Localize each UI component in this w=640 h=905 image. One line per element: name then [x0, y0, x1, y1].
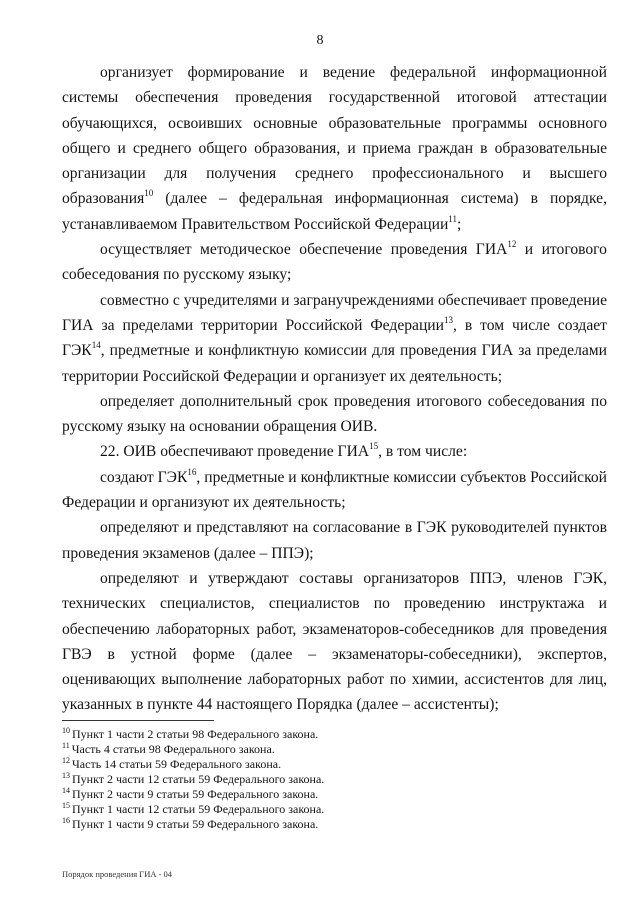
paragraph	[62, 60, 607, 237]
paragraph-text: определяют и утверждают составы организаторов ППЭ, членов ГЭК, технических специалистов, специалистов по проведению инструктажа и обеспечению лабораторных работ, экзаменаторов-собеседников для проведения ГВЭ в устной форме (далее – экзаменаторы-собеседники), экспертов, оценивающих выполнение лабораторных работ по химии, ассистентов для лиц, указанных в пункте 44 настоящего Порядка (далее – ассистенты);	[62, 569, 607, 714]
page-footer: Порядок проведения ГИА - 04	[62, 869, 173, 879]
footnote	[62, 727, 607, 742]
document-body	[62, 60, 607, 718]
footnote-text: Пункт 2 части 12 статьи 59 Федерального закона.	[72, 772, 325, 786]
paragraph-text: определяет дополнительный срок проведения итогового собеседования по русскому языку на основании обращения ОИВ.	[62, 392, 607, 436]
footnote-ref: 12	[507, 239, 517, 250]
footnote-ref: 15	[369, 441, 379, 452]
footnote-number: 15	[62, 801, 70, 810]
paragraph-text: , в том числе создает ГЭК	[62, 316, 607, 360]
paragraph-text: совместно с учредителями и загранучреждениями обеспечивает проведение ГИА за пределами территории Российской Федерации	[62, 291, 607, 334]
footnote-ref: 16	[187, 466, 197, 477]
footnote	[62, 742, 607, 757]
paragraph	[62, 465, 607, 516]
footnote-text: Часть 4 статьи 98 Федерального закона.	[71, 742, 275, 756]
paragraph	[62, 439, 607, 464]
footnote	[62, 787, 607, 802]
footnote-ref: 10	[144, 188, 154, 199]
paragraph	[62, 566, 607, 718]
footnotes	[62, 727, 607, 832]
paragraph	[62, 237, 607, 288]
footnote	[62, 772, 607, 787]
footnote-text: Пункт 2 части 9 статьи 59 Федерального закона.	[72, 787, 319, 801]
paragraph-text: (далее – федеральная информационная система) в порядке, устанавливаемом Правительством Российской Федерации	[62, 190, 607, 233]
footnote	[62, 817, 607, 832]
paragraph-text: и итогового собеседования по русскому языку;	[62, 241, 607, 284]
footnote	[62, 802, 607, 817]
footnote-ref: 14	[91, 340, 101, 351]
paragraph-text: , в том числе:	[378, 443, 468, 461]
footnote-text: Часть 14 статьи 59 Федерального закона.	[72, 757, 282, 771]
paragraph-text: осуществляет методическое обеспечение проведения ГИА	[100, 241, 508, 259]
footnote	[62, 757, 607, 772]
paragraph-text: , предметные и конфликтную комиссии для проведения ГИА за пределами территории Российской Федерации и организует их деятельность;	[62, 342, 607, 385]
footnote-text: Пункт 1 части 2 статьи 98 Федерального закона.	[72, 727, 319, 741]
footnote-number: 13	[62, 771, 70, 780]
paragraph-text: , предметные и конфликтные комиссии субъектов Российской Федерации и организуют их деятельность;	[62, 468, 607, 512]
paragraph	[62, 288, 607, 389]
paragraph-text: ;	[456, 215, 462, 233]
footnote-number: 11	[62, 741, 70, 750]
page-number: 8	[316, 33, 324, 48]
paragraph-text: организует формирование и ведение федеральной информационной системы обеспечения проведения государственной итоговой аттестации обучающихся, освоивших основные образовательные программы основного общего и среднего общего образования, и приема граждан в образовательные организации для получения среднего профессионального и высшего образования	[62, 64, 607, 208]
footnote-separator	[62, 720, 214, 721]
footnote-text: Пункт 1 части 12 статьи 59 Федерального закона.	[72, 802, 325, 816]
paragraph	[62, 515, 607, 566]
paragraph-text: создают ГЭК	[100, 468, 188, 486]
footnote-ref: 13	[444, 314, 453, 325]
footnote-ref: 11	[448, 213, 457, 224]
footnote-number: 12	[62, 756, 70, 765]
footnote-text: Пункт 1 части 9 статьи 59 Федерального закона.	[72, 817, 319, 831]
paragraph-text: определяют и представляют на согласование в ГЭК руководителей пунктов проведения экзаменов (далее – ППЭ);	[62, 519, 607, 562]
paragraph-text: 22. ОИВ обеспечивают проведение ГИА	[100, 443, 370, 461]
paragraph	[62, 389, 607, 440]
footnote-number: 14	[62, 786, 70, 795]
footnote-number: 10	[62, 726, 70, 735]
footnote-number: 16	[62, 816, 70, 825]
